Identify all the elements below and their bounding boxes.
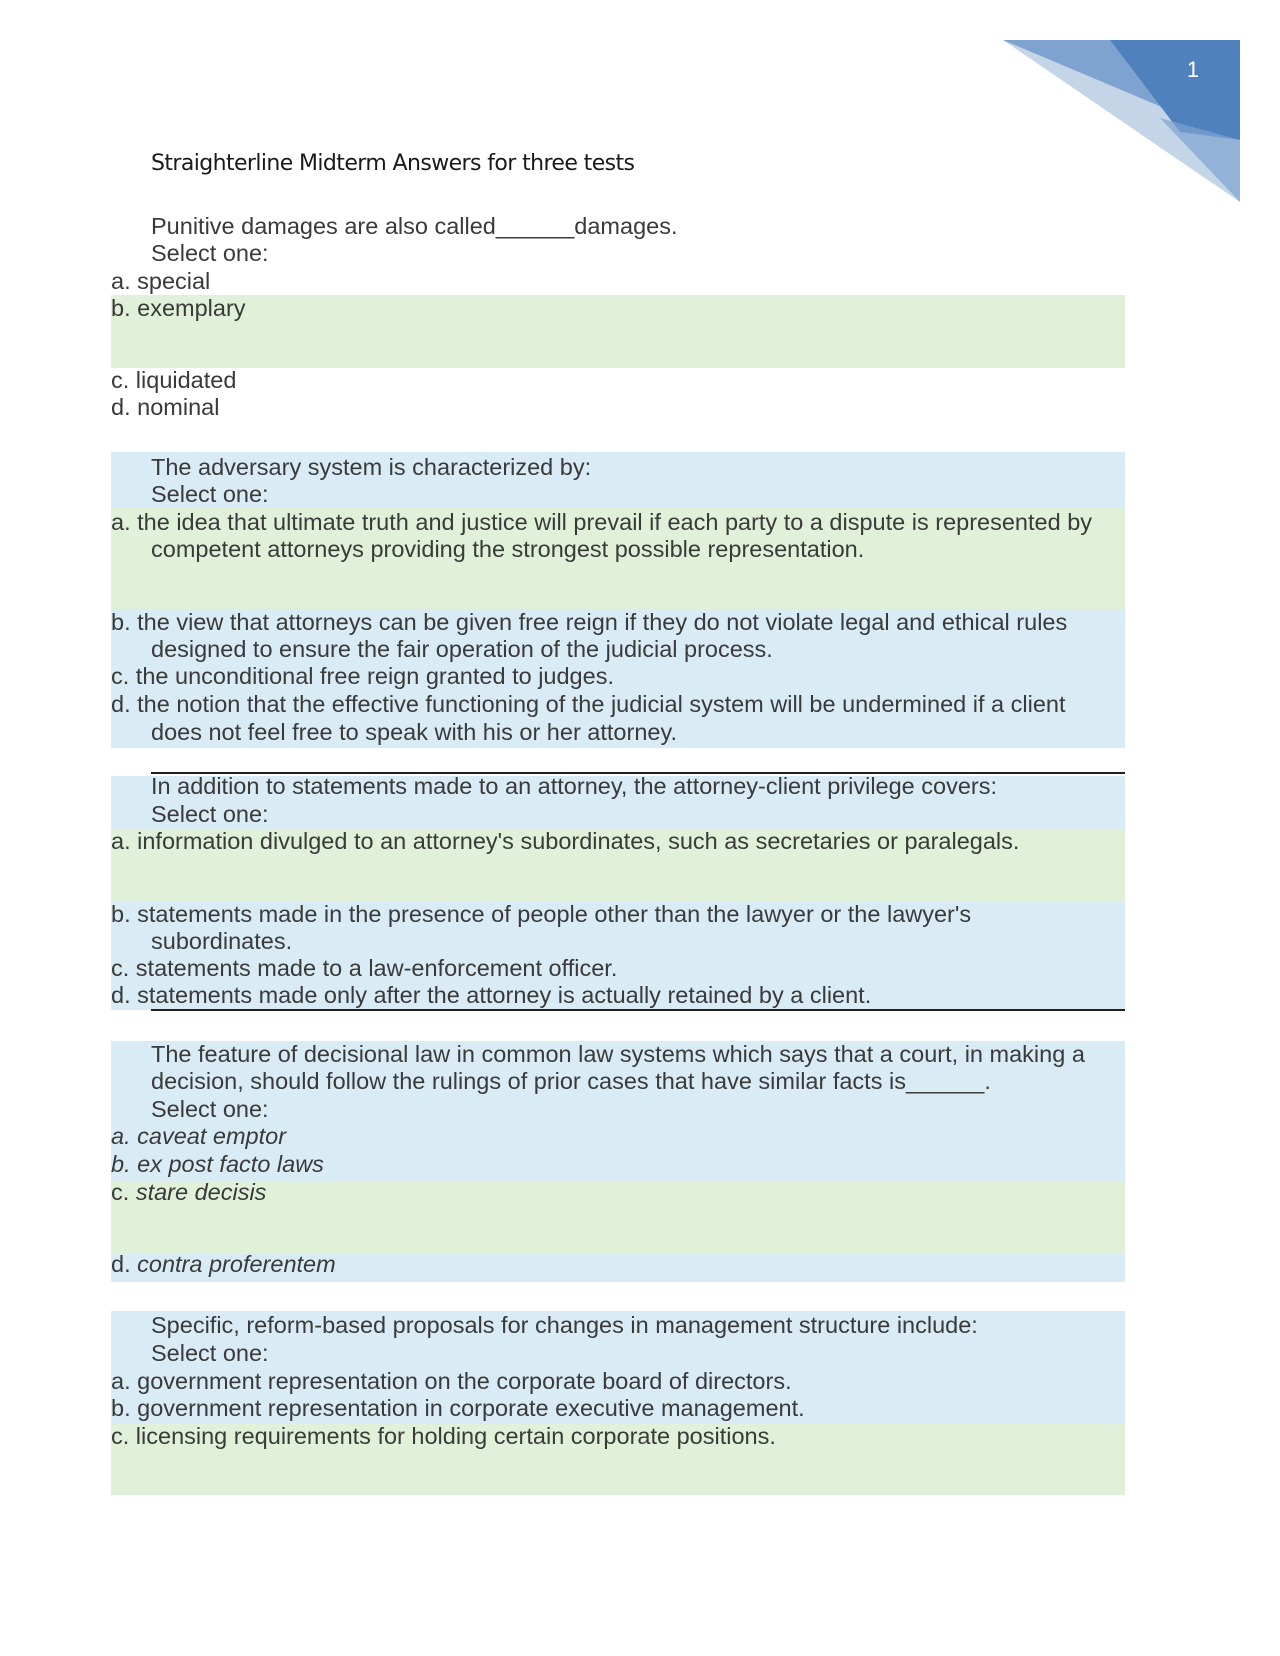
- question-4-option-a: [111, 1123, 286, 1150]
- question-3-prompt: Select one:: [151, 801, 269, 827]
- question-3-option-c: c. statements made to a law-enforcement officer.: [111, 955, 618, 981]
- question-2-option-d-cont: does not feel free to speak with his or her attorney.: [151, 719, 677, 745]
- answer-highlight-q1: [111, 295, 1125, 368]
- question-2-option-b-cont: designed to ensure the fair operation of the judicial process.: [151, 636, 773, 662]
- option-text: stare decisis: [135, 1179, 267, 1205]
- option-letter: b.: [111, 1151, 131, 1177]
- question-5-text: Specific, reform-based proposals for changes in management structure include:: [151, 1312, 978, 1338]
- option-text: ex post facto laws: [137, 1151, 324, 1177]
- question-5-option-a: a. government representation on the corporate board of directors.: [111, 1368, 792, 1394]
- question-3-option-a: a. information divulged to an attorney's subordinates, such as secretaries or paralegals.: [111, 828, 1020, 854]
- question-1-option-d: d. nominal: [111, 394, 220, 420]
- document-title: Straighterline Midterm Answers for three tests: [151, 151, 635, 176]
- question-4-text-line-1: The feature of decisional law in common law systems which says that a court, in making a: [151, 1041, 1085, 1067]
- option-letter: a.: [111, 1123, 131, 1149]
- question-1-text: Punitive damages are also called______damages.: [151, 213, 678, 239]
- option-text: caveat emptor: [137, 1123, 287, 1149]
- question-2-option-a: a. the idea that ultimate truth and justice will prevail if each party to a dispute is represented by: [111, 509, 1093, 535]
- question-5-option-b: b. government representation in corporate executive management.: [111, 1395, 805, 1421]
- question-2-option-b: b. the view that attorneys can be given free reign if they do not violate legal and ethical rules: [111, 609, 1068, 635]
- page-number: 1: [1186, 57, 1200, 82]
- question-4-option-b: [111, 1151, 324, 1178]
- question-3-option-b-cont: subordinates.: [151, 928, 293, 954]
- question-1-option-c: c. liquidated: [111, 367, 237, 393]
- question-5-prompt: Select one:: [151, 1340, 269, 1366]
- question-2-option-c: c. the unconditional free reign granted to judges.: [111, 663, 614, 689]
- corner-decoration: [0, 0, 1280, 220]
- question-2-prompt: Select one:: [151, 481, 269, 507]
- question-3-option-d: d. statements made only after the attorney is actually retained by a client.: [111, 982, 872, 1008]
- divider-rule-bottom: [151, 1009, 1125, 1011]
- question-4-prompt: Select one:: [151, 1096, 269, 1122]
- question-3-option-b: b. statements made in the presence of people other than the lawyer or the lawyer's: [111, 901, 972, 927]
- question-1-option-a: a. special: [111, 268, 211, 294]
- question-2-text: The adversary system is characterized by:: [151, 454, 592, 480]
- question-4-option-c: [111, 1179, 266, 1206]
- question-5-option-c: c. licensing requirements for holding certain corporate positions.: [111, 1423, 776, 1449]
- question-2-option-a-cont: competent attorneys providing the strongest possible representation.: [151, 536, 865, 562]
- option-letter: d.: [111, 1251, 131, 1277]
- question-4-option-d: [111, 1251, 336, 1278]
- option-text: contra proferentem: [137, 1251, 336, 1277]
- question-1-option-b: b. exemplary: [111, 295, 246, 321]
- question-3-text: In addition to statements made to an attorney, the attorney-client privilege covers:: [151, 773, 998, 799]
- question-2-option-d: d. the notion that the effective functioning of the judicial system will be undermined if a client: [111, 691, 1066, 717]
- question-4-text-line-2: decision, should follow the rulings of prior cases that have similar facts is______.: [151, 1068, 991, 1094]
- option-letter: c.: [111, 1179, 130, 1205]
- question-1-prompt: Select one:: [151, 240, 269, 266]
